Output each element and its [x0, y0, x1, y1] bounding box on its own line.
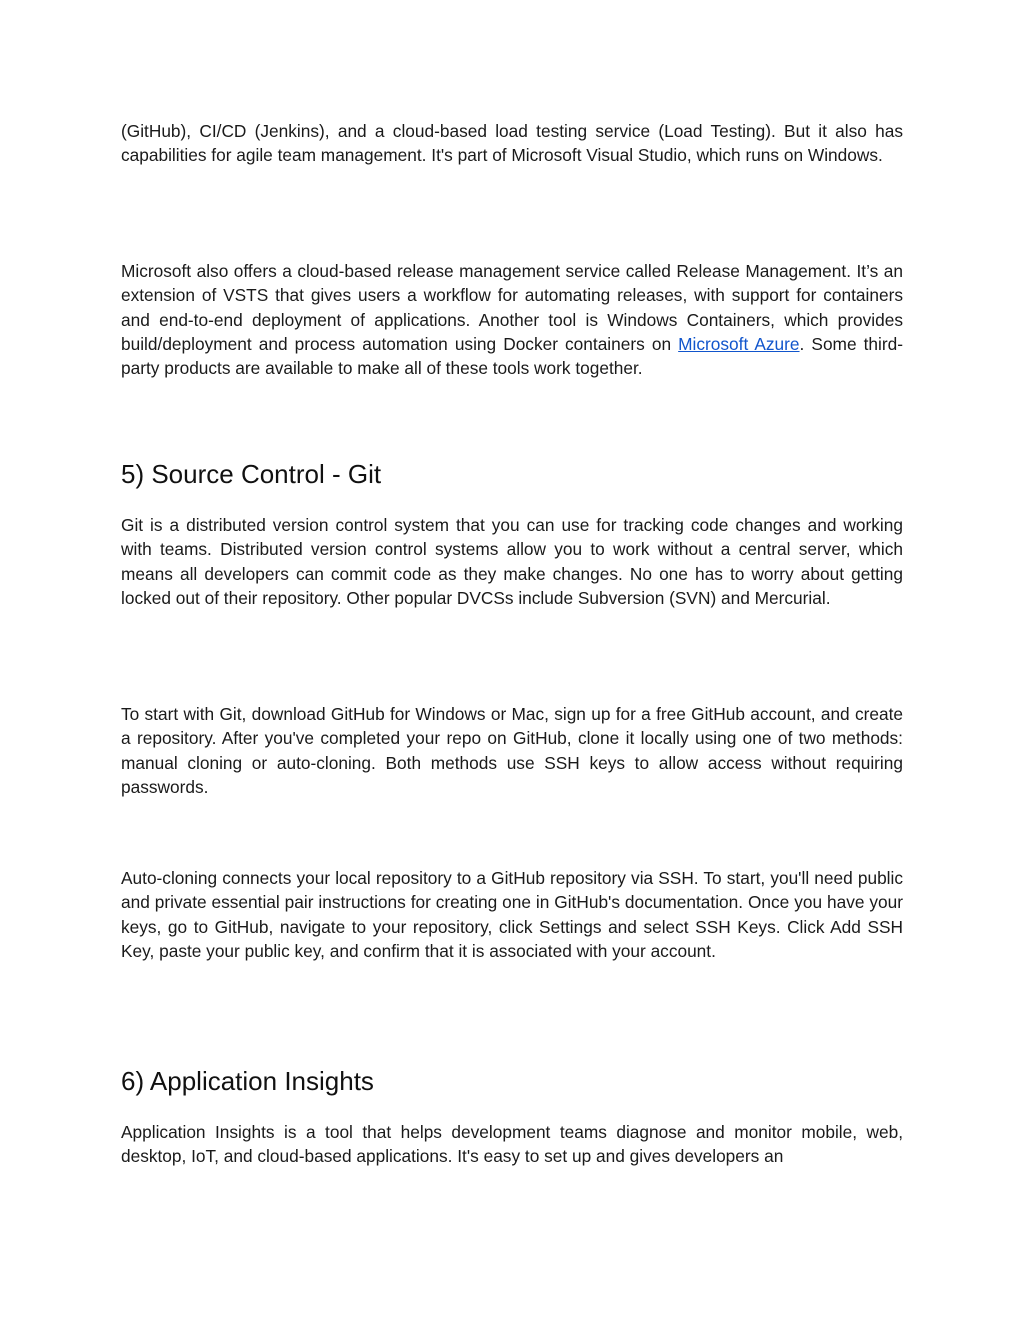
- paragraph-text-before-link: Microsoft also offers a cloud-based release management service called Release Management. It’s an extension of VSTS that gives users a workflow for automating releases, with support for containers and end-to-end deployment of applications. Another tool is Windows Containers, which provides build/deployment and process automation using Docker containers on: [121, 261, 903, 354]
- paragraph-azure-devops-features: (GitHub), CI/CD (Jenkins), and a cloud-based load testing service (Load Testing). But it also has capabilities for agile team management. It's part of Microsoft Visual Studio, which runs on Windows.: [121, 121, 903, 166]
- section-heading-source-control: 5) Source Control - Git: [121, 459, 382, 489]
- paragraph-release-management: [121, 259, 903, 380]
- paragraph-text-after-link: . Some third-party products are available to make all of these tools work together.: [121, 333, 904, 379]
- paragraph-git-intro: Git is a distributed version control system that you can use for tracking code changes and working with teams. Distributed version control systems allow you to work without a central server, which means all developers can commit code as they make changes. No one has to worry about getting locked out of their repository. Other popular DVCSs include Subversion (SVN) and Mercurial.: [121, 515, 903, 608]
- paragraph-git-start: To start with Git, download GitHub for Windows or Mac, sign up for a free GitHub account, and create a repository. After you've completed your repo on GitHub, clone it locally using one of two methods: manual cloning or auto-cloning. Both methods use SSH keys to allow access without requiring passwords.: [121, 704, 903, 797]
- paragraph-auto-cloning: Auto-cloning connects your local repository to a GitHub repository via SSH. To start, you'll need public and private essential pair instructions for creating one in GitHub's documentation. Once you have your keys, go to GitHub, navigate to your repository, click Settings and select SSH Keys. Click Add SSH Key, paste your public key, and confirm that it is associated with your account.: [121, 868, 903, 961]
- microsoft-azure-link[interactable]: Microsoft Azure: [678, 333, 800, 354]
- section-heading-application-insights: 6) Application Insights: [121, 1066, 374, 1096]
- paragraph-application-insights: Application Insights is a tool that helps development teams diagnose and monitor mobile, web, desktop, IoT, and cloud-based applications. It's easy to set up and gives developers an: [121, 1122, 903, 1167]
